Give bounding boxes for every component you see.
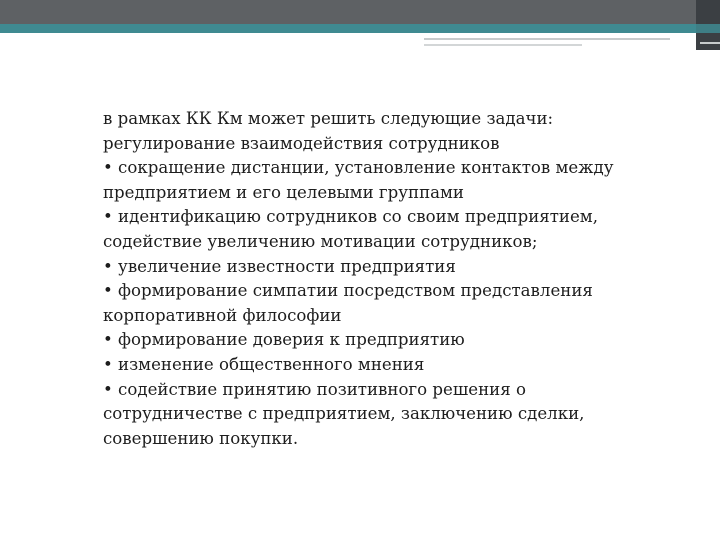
- bullet-line: • содействие принятию позитивного решения о: [103, 379, 526, 399]
- text-line: регулирование взаимодействия сотрудников: [103, 133, 500, 153]
- text-line-intro: в рамках КК Км может решить следующие задачи:: [103, 109, 554, 128]
- text-line: совершению покупки.: [103, 428, 299, 448]
- slide-body-text: [103, 107, 663, 451]
- header-accent-stripe: [0, 24, 696, 33]
- text-line: корпоративной философии: [103, 305, 342, 325]
- text-line: сотрудничестве с предприятием, заключению сделки,: [103, 404, 585, 424]
- bullet-line: • сокращение дистанции, установление контактов между: [103, 158, 614, 178]
- bullet-line: • формирование симпатии посредством представления: [103, 281, 593, 301]
- header-corner-accent: [696, 24, 720, 33]
- bullet-line: • изменение общественного мнения: [103, 354, 425, 374]
- bullet-line: • формирование доверия к предприятию: [103, 330, 465, 350]
- header-bar: [0, 0, 720, 24]
- decorative-rule: [424, 44, 582, 46]
- bullet-line: • увеличение известности предприятия: [103, 256, 456, 276]
- text-line: содействие увеличению мотивации сотрудников;: [103, 231, 538, 251]
- text-line: предприятием и его целевыми группами: [103, 182, 464, 202]
- decorative-rule: [424, 38, 670, 40]
- bullet-line: • идентификацию сотрудников со своим предприятием,: [103, 207, 598, 227]
- decorative-rule: [700, 42, 720, 44]
